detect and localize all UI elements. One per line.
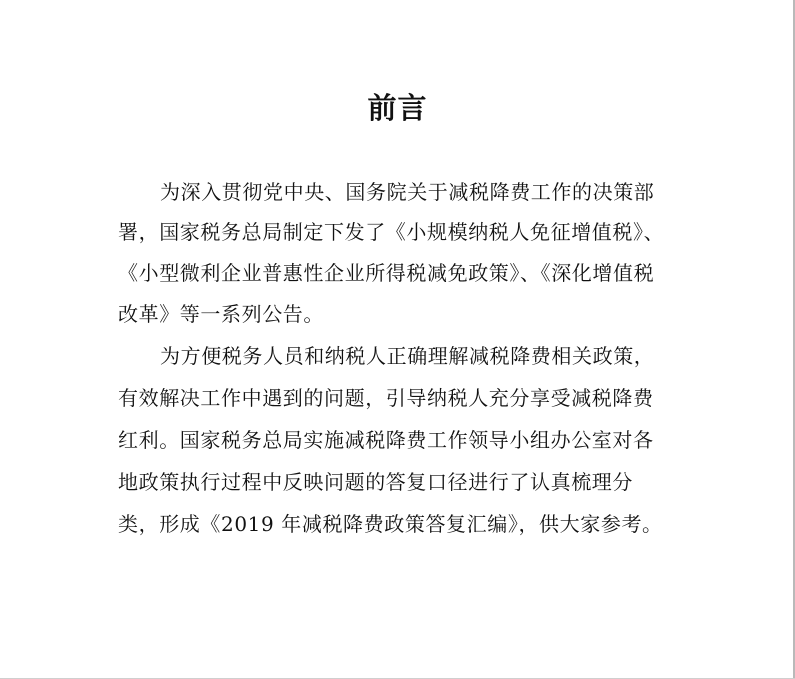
paragraph-2-line-5: 类，形成《2019 年减税降费政策答复汇编》，供大家参考。 (118, 512, 663, 536)
paragraph-2-line-2: 有效解决工作中遇到的问题，引导纳税人充分享受减税降费 (118, 386, 654, 410)
paragraph-2-line-1: 为方便税务人员和纳税人正确理解减税降费相关政策， (160, 344, 655, 368)
paragraph-1-line-3: 《小型微利企业普惠性企业所得税减免政策》、《深化增值税 (118, 261, 655, 285)
paragraph-1-line-1: 为深入贯彻党中央、国务院关于减税降费工作的决策部 (160, 180, 655, 204)
page-title: 前言 (367, 91, 428, 125)
paragraph-2-line-4: 地政策执行过程中反映问题的答复口径进行了认真梳理分 (118, 470, 633, 494)
paragraph-2-line-3: 红利。国家税务总局实施减税降费工作领导小组办公室对各 (118, 428, 654, 452)
paragraph-1-line-4: 改革》等一系列公告。 (118, 302, 324, 326)
paragraph-1-line-2: 署，国家税务总局制定下发了《小规模纳税人免征增值税》、 (118, 220, 665, 244)
